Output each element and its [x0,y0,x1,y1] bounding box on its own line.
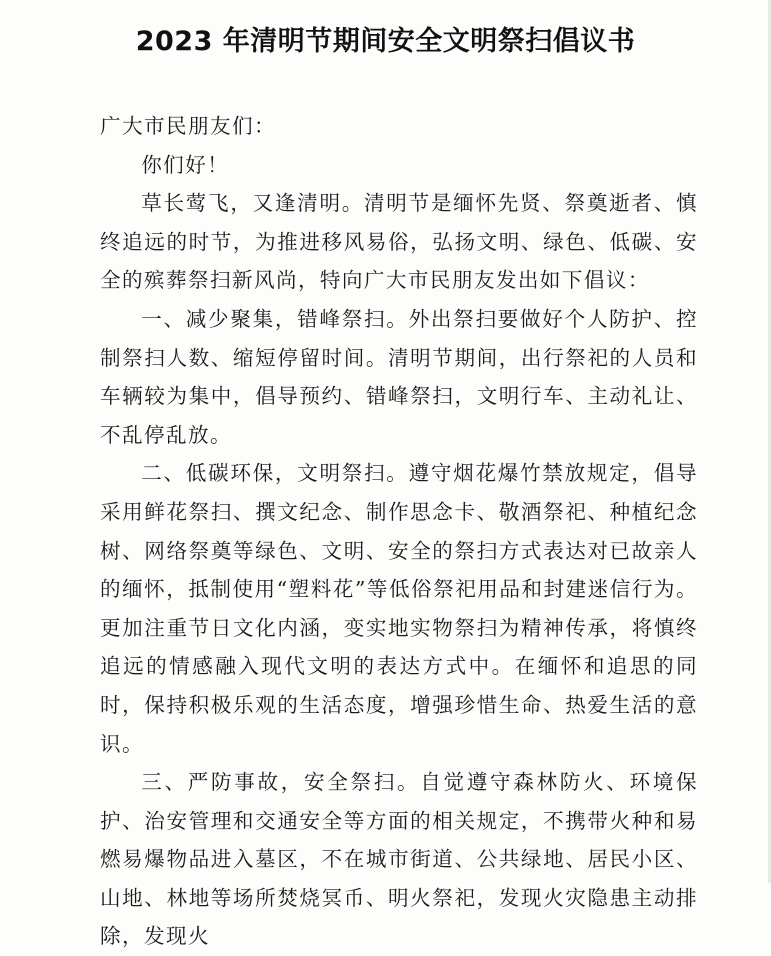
document-title: 2023 年清明节期间安全文明祭扫倡议书 [135,26,636,57]
intro-paragraph: 草长莺飞，又逢清明。清明节是缅怀先贤、祭奠逝者、慎终追远的时节，为推进移风易俗，弘扬文明、绿色、低碳、安全的殡葬祭扫新风尚，特向广大市民朋友发出如下倡议： [100,191,698,293]
salutation: 广大市民朋友们： [100,114,276,138]
greeting-paragraph: 你们好！ [141,152,230,177]
proposal-one-paragraph: 一、减少聚集，错峰祭扫。外出祭扫要做好个人防护、控制祭扫人数、缩短停留时间。清明节期间，出行祭祀的人员和车辆较为集中，倡导预约、错峰祭扫，文明行车、主动礼让、不乱停乱放。 [100,306,698,447]
document-body [100,107,698,956]
proposal-two-paragraph: 二、低碳环保，文明祭扫。遵守烟花爆竹禁放规定，倡导采用鲜花祭扫、撰文纪念、制作思念卡、敬酒祭祀、种植纪念树、网络祭奠等绿色、文明、安全的祭扫方式表达对已故亲人的缅怀，抵制使用“塑料花”等低俗祭祀用品和封建迷信行为。更加注重节日文化内涵，变实地实物祭扫为精神传承，将慎终追远的情感融入现代文明的表达方式中。在缅怀和追思的同时，保持积极乐观的生活态度，增强珍惜生命、热爱生活的意识。 [100,461,698,756]
proposal-three-paragraph: 三、严防事故，安全祭扫。自觉遵守森林防火、环境保护、治安管理和交通安全等方面的相关规定，不携带火种和易燃易爆物品进入墓区，不在城市街道、公共绿地、居民小区、山地、林地等场所焚烧冥币、明火祭祀，发现火灾隐患主动排除，发现火 [100,770,698,949]
